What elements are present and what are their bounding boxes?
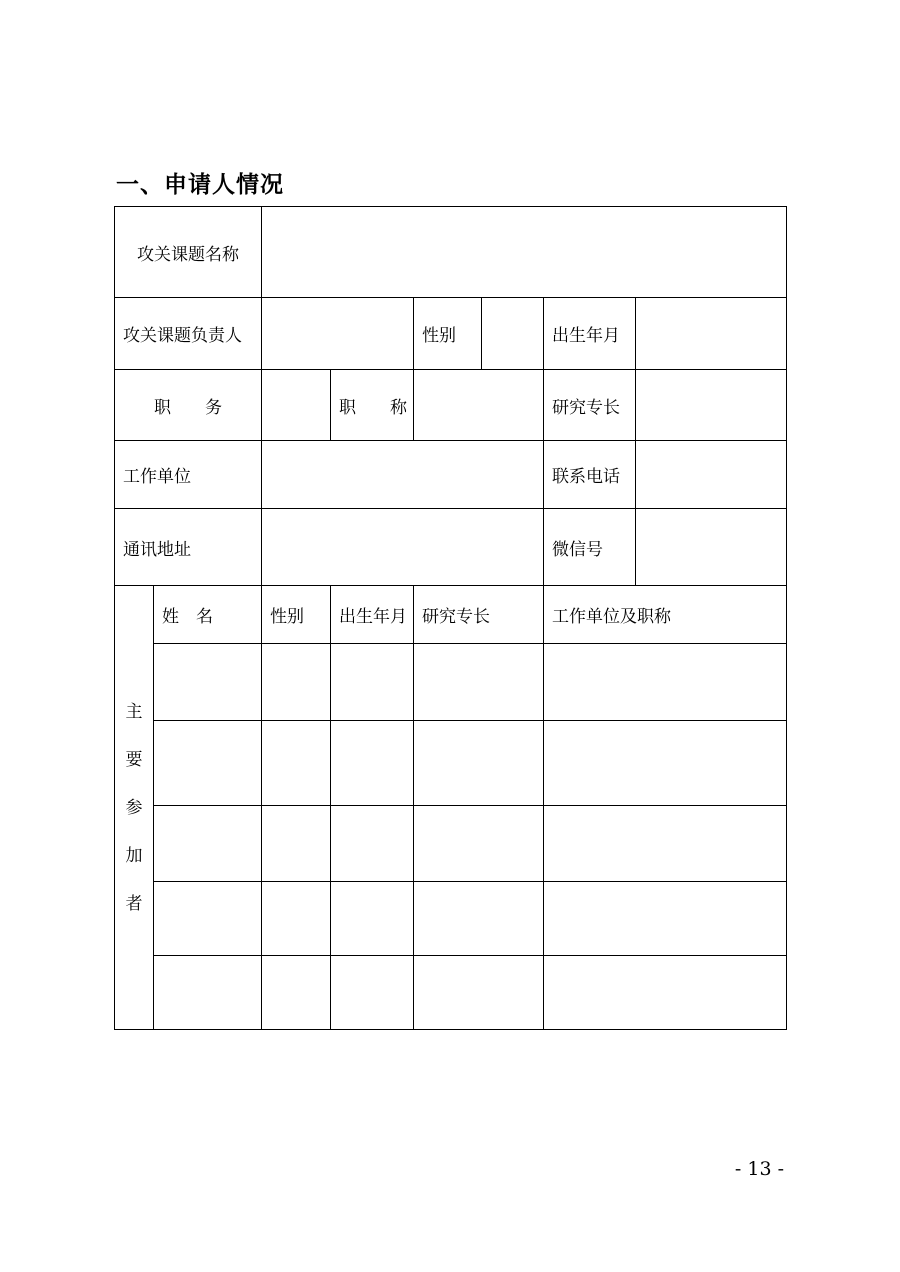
participant-birth-cell[interactable] bbox=[331, 806, 414, 882]
position-field[interactable] bbox=[262, 370, 331, 441]
applicant-info-table bbox=[114, 206, 787, 1030]
topic-name-field[interactable] bbox=[262, 207, 787, 298]
topic-name-label: 攻关课题名称 bbox=[115, 207, 262, 298]
address-field[interactable] bbox=[262, 509, 544, 586]
participant-name-cell[interactable] bbox=[154, 956, 262, 1030]
participant-gender-cell[interactable] bbox=[262, 806, 331, 882]
participant-unit-title-cell[interactable] bbox=[544, 806, 787, 882]
row-topic-name bbox=[115, 207, 787, 298]
participant-name-header: 姓 名 bbox=[154, 586, 262, 644]
participant-unit-title-header: 工作单位及职称 bbox=[544, 586, 787, 644]
participant-row bbox=[115, 956, 787, 1030]
gender-label: 性别 bbox=[414, 298, 482, 370]
participant-gender-cell[interactable] bbox=[262, 956, 331, 1030]
specialty-label: 研究专长 bbox=[544, 370, 636, 441]
address-label: 通讯地址 bbox=[115, 509, 262, 586]
participant-specialty-cell[interactable] bbox=[414, 956, 544, 1030]
participant-unit-title-cell[interactable] bbox=[544, 721, 787, 806]
participant-unit-title-cell[interactable] bbox=[544, 882, 787, 956]
phone-field[interactable] bbox=[636, 441, 787, 509]
participants-header-row bbox=[115, 586, 787, 644]
participant-name-cell[interactable] bbox=[154, 721, 262, 806]
birth-field[interactable] bbox=[636, 298, 787, 370]
participant-birth-cell[interactable] bbox=[331, 644, 414, 721]
participant-specialty-header: 研究专长 bbox=[414, 586, 544, 644]
page-number: - 13 - bbox=[734, 1158, 784, 1180]
participant-name-cell[interactable] bbox=[154, 644, 262, 721]
participant-birth-cell[interactable] bbox=[331, 956, 414, 1030]
row-address bbox=[115, 509, 787, 586]
participant-row bbox=[115, 806, 787, 882]
participant-row bbox=[115, 721, 787, 806]
row-work-unit bbox=[115, 441, 787, 509]
wechat-label: 微信号 bbox=[544, 509, 636, 586]
participant-unit-title-cell[interactable] bbox=[544, 956, 787, 1030]
wechat-field[interactable] bbox=[636, 509, 787, 586]
participant-gender-cell[interactable] bbox=[262, 721, 331, 806]
specialty-field[interactable] bbox=[636, 370, 787, 441]
participant-birth-cell[interactable] bbox=[331, 721, 414, 806]
leader-field[interactable] bbox=[262, 298, 414, 370]
title-field[interactable] bbox=[414, 370, 544, 441]
row-leader bbox=[115, 298, 787, 370]
participant-gender-header: 性别 bbox=[262, 586, 331, 644]
participant-unit-title-cell[interactable] bbox=[544, 644, 787, 721]
work-unit-field[interactable] bbox=[262, 441, 544, 509]
leader-label: 攻关课题负责人 bbox=[115, 298, 262, 370]
participant-birth-header: 出生年月 bbox=[331, 586, 414, 644]
participant-birth-cell[interactable] bbox=[331, 882, 414, 956]
work-unit-label: 工作单位 bbox=[115, 441, 262, 509]
participant-gender-cell[interactable] bbox=[262, 644, 331, 721]
participant-specialty-cell[interactable] bbox=[414, 721, 544, 806]
participant-specialty-cell[interactable] bbox=[414, 882, 544, 956]
participant-specialty-cell[interactable] bbox=[414, 644, 544, 721]
participants-side-label: 主要参加者 bbox=[115, 586, 154, 1030]
participant-name-cell[interactable] bbox=[154, 806, 262, 882]
gender-field[interactable] bbox=[482, 298, 544, 370]
participant-specialty-cell[interactable] bbox=[414, 806, 544, 882]
participant-row bbox=[115, 882, 787, 956]
title-label: 职 称 bbox=[331, 370, 414, 441]
phone-label: 联系电话 bbox=[544, 441, 636, 509]
participant-gender-cell[interactable] bbox=[262, 882, 331, 956]
participant-row bbox=[115, 644, 787, 721]
participant-name-cell[interactable] bbox=[154, 882, 262, 956]
position-label: 职 务 bbox=[115, 370, 262, 441]
row-position bbox=[115, 370, 787, 441]
birth-label: 出生年月 bbox=[544, 298, 636, 370]
section-title: 一、申请人情况 bbox=[116, 172, 284, 198]
